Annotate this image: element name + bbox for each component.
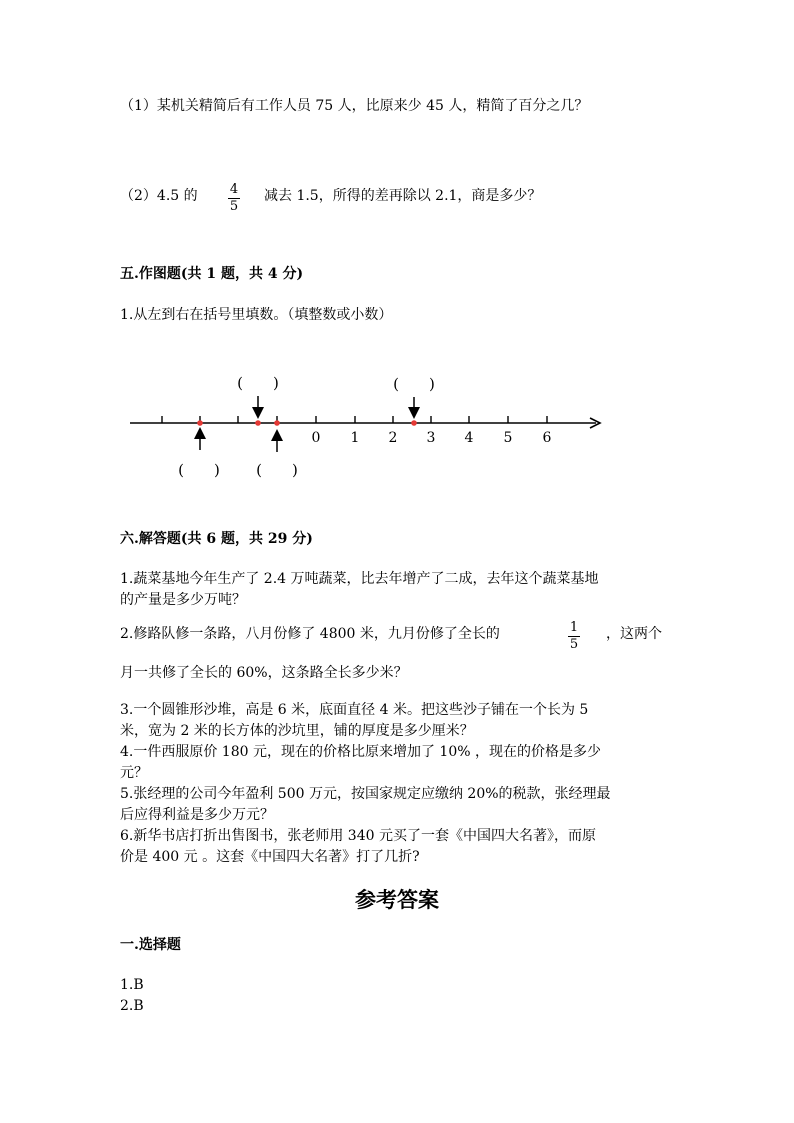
fraction-denominator: 5	[569, 637, 579, 652]
tick-label-3: 3	[426, 430, 436, 446]
fraction-denominator: 5	[229, 199, 239, 214]
tick-label-2: 2	[388, 430, 398, 446]
question-5-1: 1.从左到右在括号里填数。（填整数或小数）	[120, 307, 393, 323]
question-6-2-prefix: 2.修路队修一条路，八月份修了 4800 米，九月份修了全长的	[120, 626, 500, 642]
question-6-3-line1: 3.一个圆锥形沙堆，高是 6 米，底面直径 4 米。把这些沙子铺在一个长为 5	[120, 702, 589, 718]
section-5-heading: 五.作图题(共 1 题，共 4 分)	[120, 266, 304, 282]
number-line-figure	[0, 360, 794, 490]
answer-blank: ( )	[178, 461, 220, 479]
fraction-one-fifth	[565, 620, 583, 653]
section-6-heading: 六.解答题(共 6 题，共 29 分)	[120, 531, 313, 547]
answer-blank: ( )	[237, 374, 279, 392]
answer-blank: ( )	[256, 461, 298, 479]
fraction-four-fifths	[225, 182, 243, 215]
number-line-ticks	[162, 416, 547, 423]
point-c	[274, 420, 280, 426]
tick-label-5: 5	[503, 430, 513, 446]
question-6-1-line1: 1.蔬菜基地今年生产了 2.4 万吨蔬菜，比去年增产了二成，去年这个蔬菜基地	[120, 571, 599, 587]
question-6-4-line1: 4.一件西服原价 180 元，现在的价格比原来增加了 10% ，现在的价格是多少	[120, 744, 601, 760]
fraction-numerator: 1	[569, 620, 579, 635]
question-6-6-line2: 价是 400 元 。这套《中国四大名著》打了几折?	[120, 849, 420, 865]
question-4-2-prefix: （2）4.5 的	[120, 188, 198, 204]
answer-blank: ( )	[393, 375, 435, 393]
point-d	[411, 420, 417, 426]
fraction-numerator: 4	[229, 182, 239, 197]
question-6-5-line2: 后应得利益是多少万元？	[120, 807, 274, 823]
answers-section-1-heading: 一.选择题	[120, 937, 181, 953]
question-6-5-line1: 5.张经理的公司今年盈利 500 万元，按国家规定应缴纳 20%的税款，张经理最	[120, 786, 611, 802]
question-4-2-suffix: 减去 1.5，所得的差再除以 2.1，商是多少？	[264, 188, 542, 204]
question-4-1: （1）某机关精简后有工作人员 75 人，比原来少 45 人，精简了百分之几？	[120, 98, 589, 114]
question-6-1-line2: 的产量是多少万吨？	[120, 592, 246, 608]
question-6-4-line2: 元？	[120, 765, 148, 781]
tick-label-6: 6	[542, 430, 552, 446]
answer-1: 1.B	[120, 977, 144, 993]
point-a	[197, 420, 203, 426]
answer-2: 2.B	[120, 998, 144, 1014]
tick-label-4: 4	[464, 430, 474, 446]
point-b	[255, 420, 261, 426]
question-6-6-line1: 6.新华书店打折出售图书，张老师用 340 元买了一套《中国四大名著》，而原	[120, 828, 596, 844]
answers-title: 参考答案	[355, 887, 439, 912]
tick-label-1: 1	[350, 430, 360, 446]
question-6-2-line2: 月一共修了全长的 60%，这条路全长多少米？	[120, 665, 408, 681]
tick-label-0: 0	[311, 430, 321, 446]
question-6-2-suffix: ，这两个	[606, 626, 662, 642]
question-6-3-line2: 米，宽为 2 米的长方体的沙坑里，铺的厚度是多少厘米？	[120, 723, 474, 739]
